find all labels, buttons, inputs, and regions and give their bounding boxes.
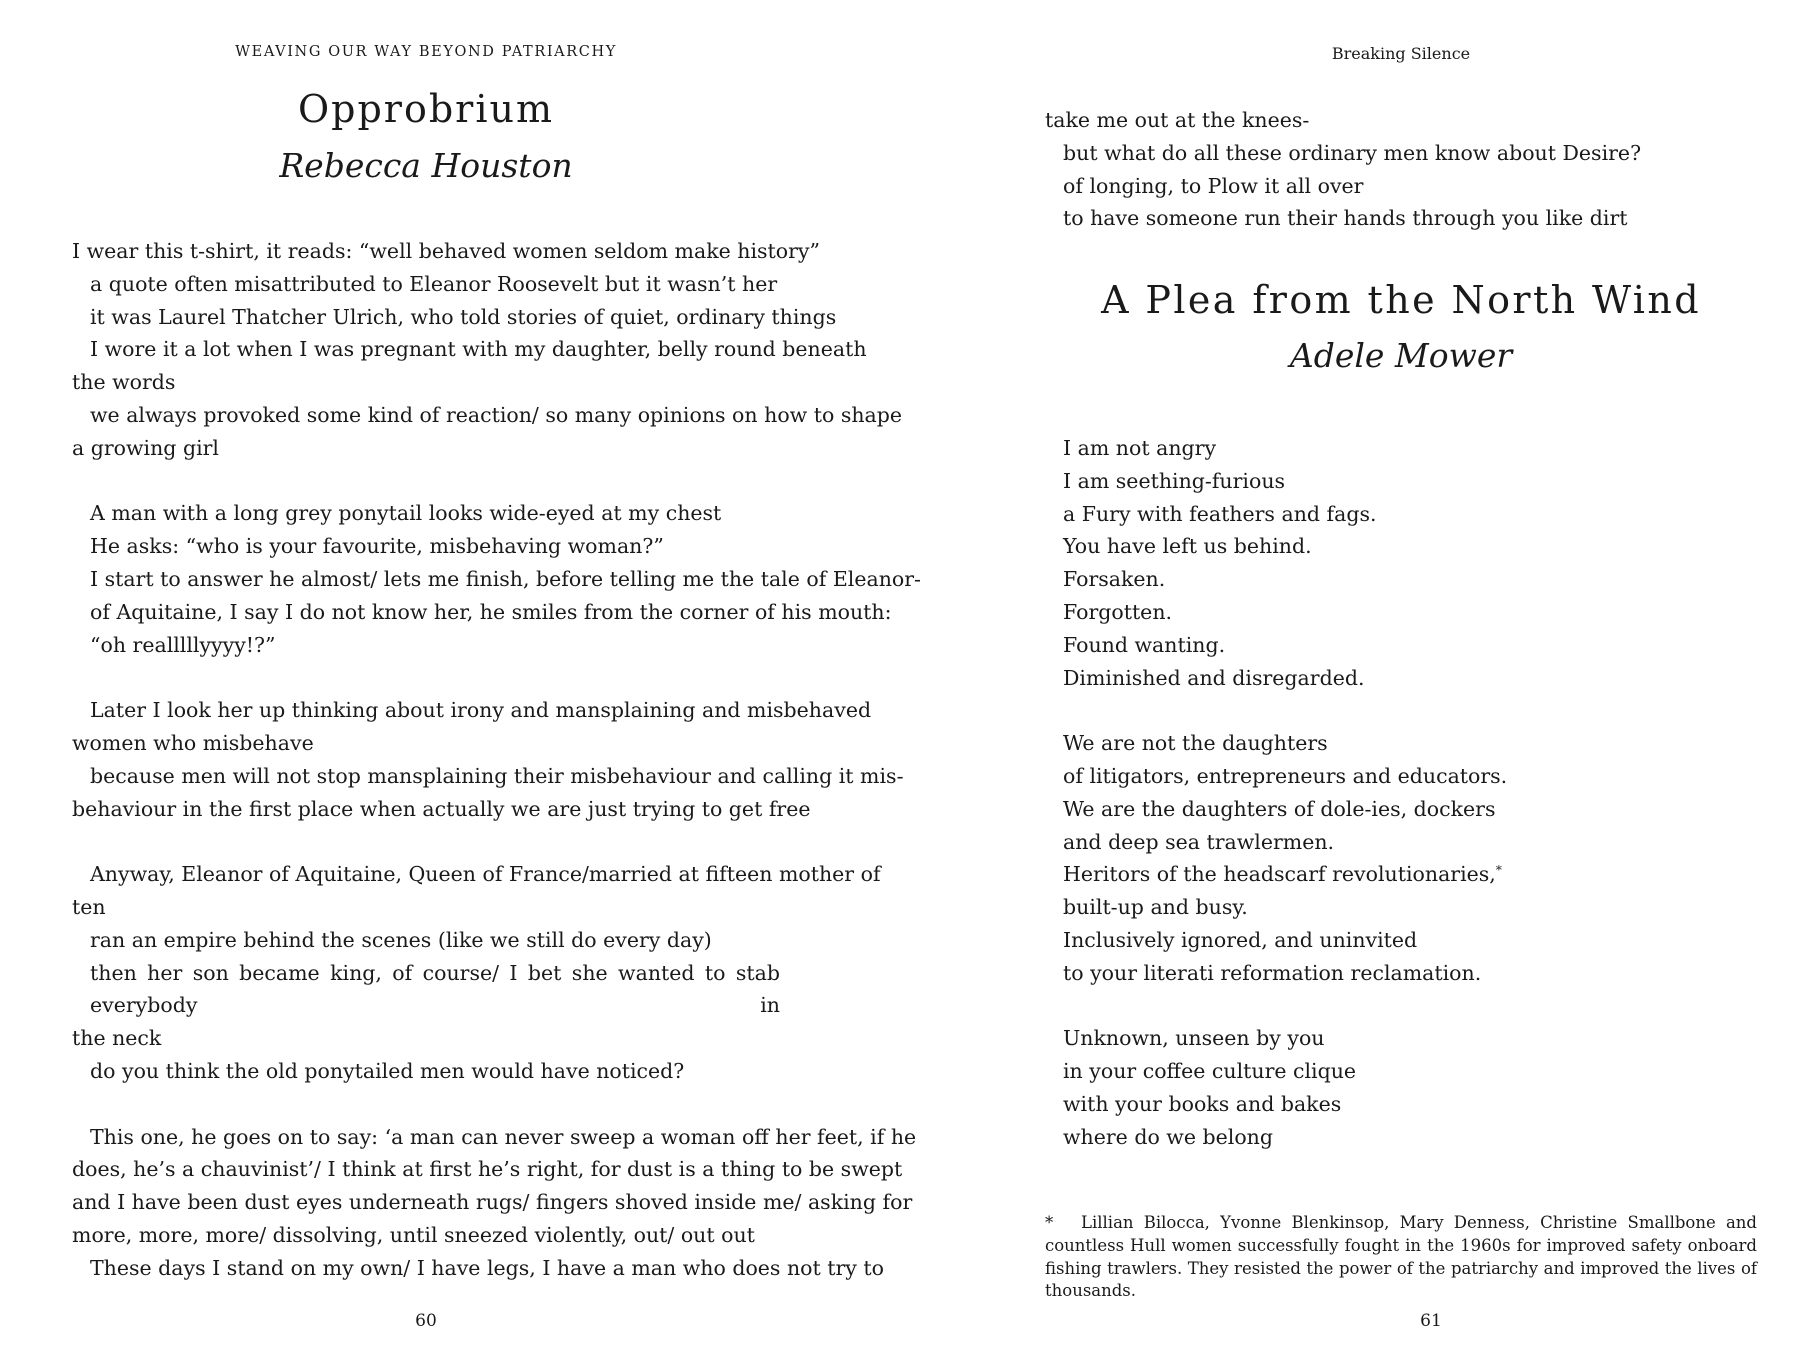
stanza-break bbox=[1063, 694, 1743, 727]
poem-line-text: in your coffee culture clique bbox=[1063, 1059, 1357, 1084]
stanza-break bbox=[72, 661, 780, 694]
poem-line bbox=[72, 629, 780, 662]
poem-line-text: does, he’s a chauvinist’/ I think at first he’s right, for dust is a thing to be swept bbox=[72, 1157, 903, 1182]
poem-line bbox=[72, 727, 780, 760]
poem-line bbox=[1045, 137, 1745, 170]
poem-continuation bbox=[1045, 104, 1745, 235]
poem-line bbox=[1063, 596, 1743, 629]
poem-line bbox=[72, 432, 780, 465]
poem-line bbox=[72, 563, 921, 596]
page-number-left: 60 bbox=[415, 1311, 437, 1331]
poem-line-text: and I have been dust eyes underneath rugs/ fingers shoved inside me/ asking for bbox=[72, 1190, 913, 1215]
poem-line bbox=[1045, 202, 1745, 235]
poem-line-text: Forsaken. bbox=[1063, 567, 1166, 592]
poem-line bbox=[1063, 1022, 1743, 1055]
footnote bbox=[1045, 1212, 1757, 1303]
poem-line bbox=[1063, 1055, 1743, 1088]
poem-line-text: of litigators, entrepreneurs and educators. bbox=[1063, 763, 1508, 788]
running-head-right: Breaking Silence bbox=[1331, 44, 1471, 63]
poem-line bbox=[72, 1186, 913, 1219]
poem-line bbox=[72, 760, 904, 793]
poem-line bbox=[1063, 760, 1743, 793]
poem-line-text: more, more, more/ dissolving, until sneezed violently, out/ out out bbox=[72, 1222, 755, 1247]
poem-line bbox=[1063, 432, 1743, 465]
poem-line bbox=[1063, 858, 1743, 891]
stanza-break bbox=[72, 1088, 780, 1121]
poem-line-text: then her son became king, of course/ I bet she wanted to stab everybody in bbox=[90, 960, 780, 1018]
poem-line-text: of longing, to Plow it all over bbox=[1063, 173, 1364, 198]
poem-line-text: because men will not stop mansplaining their misbehaviour and calling it mis- bbox=[90, 763, 904, 788]
poem-line-text: of Aquitaine, I say I do not know her, he smiles from the corner of his mouth: bbox=[90, 599, 892, 624]
poem-line-text: I wore it a lot when I was pregnant with my daughter, belly round beneath bbox=[90, 337, 867, 362]
poem-line bbox=[1063, 498, 1743, 531]
poem-line-text: Forgotten. bbox=[1063, 599, 1173, 624]
poem-line bbox=[72, 694, 872, 727]
poem-line-text: Unknown, unseen by you bbox=[1063, 1026, 1325, 1051]
poem-line-text: Found wanting. bbox=[1063, 632, 1226, 657]
poem-line bbox=[72, 268, 780, 301]
poem-line bbox=[1063, 1121, 1743, 1154]
poem-line bbox=[72, 1055, 780, 1088]
poem-line bbox=[72, 301, 837, 334]
poem-line-text: This one, he goes on to say: ‘a man can never sweep a woman off her feet, if he bbox=[90, 1124, 917, 1149]
poem-line-text: take me out at the knees- bbox=[1045, 108, 1310, 132]
poem-line-text: You have left us behind. bbox=[1063, 534, 1312, 559]
poem-line bbox=[72, 596, 892, 629]
poem-line-text: “oh realllllyyyy!?” bbox=[90, 632, 276, 657]
poem-line-text: I am seething-furious bbox=[1063, 468, 1286, 493]
poem-line bbox=[1045, 170, 1745, 203]
poem-line-text: built-up and busy. bbox=[1063, 895, 1248, 920]
poem-line bbox=[72, 1153, 903, 1186]
stanza-break bbox=[1063, 990, 1743, 1023]
stanza-break bbox=[72, 825, 780, 858]
poem-line-text: These days I stand on my own/ I have legs, I have a man who does not try to bbox=[90, 1255, 884, 1280]
poem-line-text: the neck bbox=[72, 1026, 162, 1051]
poem-line-text: but what do all these ordinary men know about Desire? bbox=[1063, 140, 1642, 165]
poem-line bbox=[1045, 104, 1745, 137]
poem-line-text: He asks: “who is your favourite, misbehaving woman?” bbox=[90, 534, 664, 559]
poem-line-text: Inclusively ignored, and uninvited bbox=[1063, 927, 1418, 952]
poem-line bbox=[1063, 629, 1743, 662]
poem-line-text: where do we belong bbox=[1063, 1124, 1273, 1149]
poem-line-text: we always provoked some kind of reaction/ so many opinions on how to shape bbox=[90, 402, 903, 427]
poem-line-text: Anyway, Eleanor of Aquitaine, Queen of France/married at fifteen mother of bbox=[90, 862, 881, 887]
poem-line bbox=[1063, 530, 1743, 563]
poem-title-plea-from-north-wind: A Plea from the North Wind bbox=[1101, 278, 1701, 322]
poem-line bbox=[72, 924, 780, 957]
poem-line bbox=[72, 858, 881, 891]
poem-line-text: and deep sea trawlermen. bbox=[1063, 829, 1335, 854]
stanza-break bbox=[72, 465, 780, 498]
poem-line bbox=[72, 793, 811, 826]
poem-line-text: I start to answer he almost/ lets me finish, before telling me the tale of Eleanor- bbox=[90, 566, 921, 591]
poem-line-text: behaviour in the first place when actually we are just trying to get free bbox=[72, 796, 811, 821]
poem-line bbox=[72, 497, 780, 530]
poem-line-text: women who misbehave bbox=[72, 730, 314, 755]
poem-line bbox=[72, 1121, 917, 1154]
poem-line-text: with your books and bakes bbox=[1063, 1091, 1342, 1116]
poem-line-text: to your literati reformation reclamation. bbox=[1063, 960, 1482, 985]
poem-line-text: A man with a long grey ponytail looks wide-eyed at my chest bbox=[90, 501, 722, 526]
poem-line-text: We are the daughters of dole-ies, dockers bbox=[1063, 796, 1496, 821]
poem-line bbox=[1063, 727, 1743, 760]
poem-line bbox=[1063, 924, 1743, 957]
poem-line-text: Heritors of the headscarf revolutionaries, bbox=[1063, 862, 1496, 887]
poem-line-text: the words bbox=[72, 370, 176, 395]
poem-line bbox=[72, 1022, 780, 1055]
poem-line bbox=[72, 1219, 780, 1252]
poem-line-text: a growing girl bbox=[72, 435, 219, 460]
poem-author-rebecca-houston: Rebecca Houston bbox=[279, 146, 573, 185]
poem-line bbox=[72, 235, 820, 268]
footnote-text: Lillian Bilocca, Yvonne Blenkinsop, Mary Denness, Christine Smallbone and countless Hull women successfully fought in the 1960s for improved safety onboard fishing trawlers. They resisted the power of the patriarchy and improved the lives of thousands. bbox=[1045, 1213, 1757, 1301]
poem-line-text: I wear this t-shirt, it reads: “well behaved women seldom make history” bbox=[72, 239, 820, 263]
poem-line bbox=[1063, 957, 1743, 990]
poem-line bbox=[72, 891, 780, 924]
poem-line-text: Diminished and disregarded. bbox=[1063, 665, 1365, 690]
poem-line-text: I am not angry bbox=[1063, 436, 1217, 460]
poem-line bbox=[1063, 891, 1743, 924]
poem-line bbox=[72, 366, 780, 399]
poem-line bbox=[1063, 465, 1743, 498]
poem-line bbox=[1063, 1088, 1743, 1121]
poem-line bbox=[72, 1252, 884, 1285]
running-head-left: WEAVING OUR WAY BEYOND PATRIARCHY bbox=[235, 44, 617, 60]
poem-line bbox=[1063, 793, 1743, 826]
poem-line-text: to have someone run their hands through you like dirt bbox=[1063, 206, 1628, 231]
poem-body-plea-from-north-wind bbox=[1063, 432, 1743, 1154]
poem-title-opprobrium: Opprobrium bbox=[298, 87, 554, 131]
footnote-marker: * bbox=[1045, 1213, 1054, 1232]
poem-line bbox=[1063, 826, 1743, 859]
poem-line-text: ten bbox=[72, 894, 106, 919]
poem-line-text: a quote often misattributed to Eleanor Roosevelt but it wasn’t her bbox=[90, 271, 778, 296]
poem-line bbox=[72, 333, 867, 366]
poem-line bbox=[72, 530, 780, 563]
footnote-reference[interactable]: * bbox=[1495, 863, 1502, 878]
poem-line-text: ran an empire behind the scenes (like we still do every day) bbox=[90, 927, 712, 952]
poem-line-text: it was Laurel Thatcher Ulrich, who told stories of quiet, ordinary things bbox=[90, 304, 837, 329]
poem-line bbox=[1063, 662, 1743, 695]
page-number-right: 61 bbox=[1420, 1311, 1442, 1331]
poem-line bbox=[72, 957, 780, 1023]
poem-line-text: do you think the old ponytailed men would have noticed? bbox=[90, 1058, 685, 1083]
poem-line bbox=[1063, 563, 1743, 596]
poem-line-text: Later I look her up thinking about irony and mansplaining and misbehaved bbox=[90, 698, 872, 723]
poem-author-adele-mower: Adele Mower bbox=[1289, 336, 1513, 375]
poem-body-opprobrium bbox=[72, 235, 921, 1285]
poem-line-text: a Fury with feathers and fags. bbox=[1063, 501, 1377, 526]
poem-line-text: We are not the daughters bbox=[1063, 731, 1328, 756]
poem-line bbox=[72, 399, 903, 432]
